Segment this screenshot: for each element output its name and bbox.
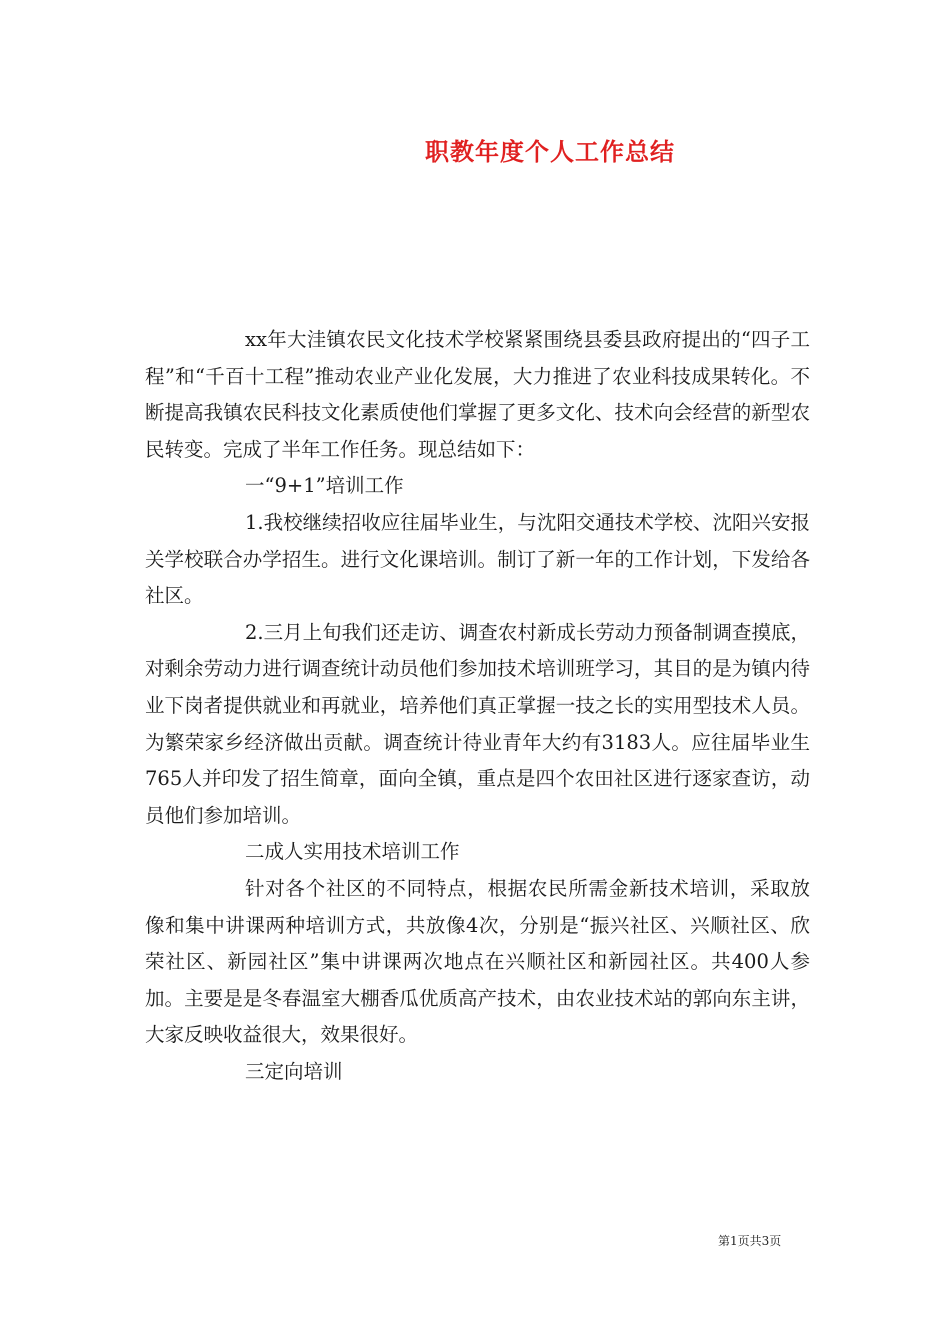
paragraph-item-1: 1.我校继续招收应往届毕业生，与沈阳交通技术学校、沈阳兴安报关学校联合办学招生。进行文化课培训。制订了新一年的工作计划，下发给各社区。	[145, 510, 810, 608]
paragraph-training: 针对各个社区的不同特点，根据农民所需金新技术培训，采取放像和集中讲课两种培训方式，共放像4次，分别是“振兴社区、兴顺社区、欣荣社区、新园社区”集中讲课两次地点在兴顺社区和新园社区。共400人参加。主要是是冬春温室大棚香瓜优质高产技术，由农业技术站的郭向东主讲，大家反映收益很大，效果很好。	[145, 876, 810, 1047]
page-number: 第1页共3页	[718, 1234, 782, 1248]
document-body	[145, 322, 810, 1090]
section-heading-2: 二成人实用技术培训工作	[245, 840, 460, 864]
section-heading-1: 一“9+1”培训工作	[245, 474, 404, 498]
section-heading-3: 三定向培训	[245, 1059, 343, 1083]
paragraph-item-2: 2.三月上旬我们还走访、调查农村新成长劳动力预备制调查摸底，对剩余劳动力进行调查统计动员他们参加技术培训班学习，其目的是为镇内待业下岗者提供就业和再就业，培养他们真正掌握一技之长的实用型技术人员。为繁荣家乡经济做出贡献。调查统计待业青年大约有3183人。应往届毕业生765人并印发了招生简章，面向全镇，重点是四个农田社区进行逐家查访，动员他们参加培训。	[145, 620, 810, 827]
paragraph-intro: xx年大洼镇农民文化技术学校紧紧围绕县委县政府提出的“四子工程”和“千百十工程”推动农业产业化发展，大力推进了农业科技成果转化。不断提高我镇农民科技文化素质使他们掌握了更多文化、技术向会经营的新型农民转变。完成了半年工作任务。现总结如下：	[145, 328, 810, 461]
document-title: 职教年度个人工作总结	[425, 138, 675, 166]
